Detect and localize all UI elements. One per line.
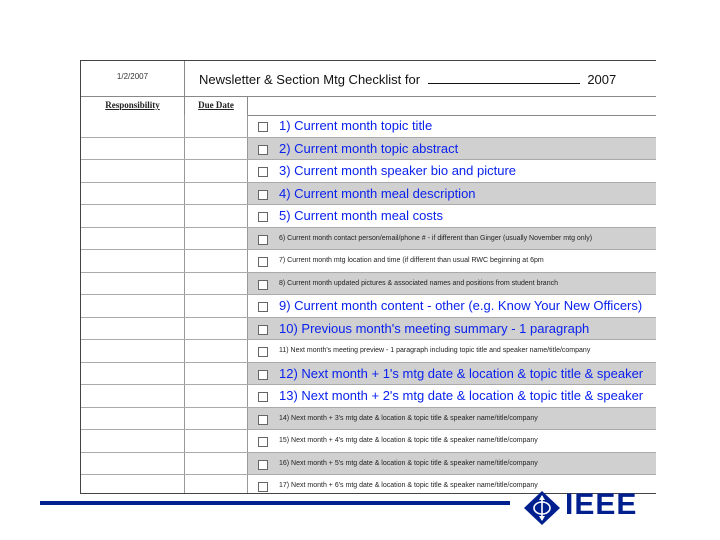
item-label: 12) Next month + 1's mtg date & location & topic title & speaker (279, 365, 644, 381)
responsibility-cell[interactable] (81, 160, 185, 182)
due-date-cell[interactable] (185, 408, 248, 430)
item-checkbox[interactable] (258, 392, 268, 402)
checklist-row (81, 408, 656, 431)
due-date-cell[interactable] (185, 295, 248, 317)
responsibility-cell[interactable] (81, 183, 185, 205)
checklist-row (81, 115, 656, 138)
responsibility-cell[interactable] (81, 318, 185, 340)
checklist-row (81, 273, 656, 296)
item-checkbox[interactable] (258, 302, 268, 312)
responsibility-cell[interactable] (81, 475, 185, 494)
item-checkbox[interactable] (258, 212, 268, 222)
item-label: 16) Next month + 5's mtg date & location & topic title & speaker name/title/company (279, 459, 538, 467)
due-date-cell[interactable] (185, 160, 248, 182)
item-label: 9) Current month content - other (e.g. Know Your New Officers) (279, 298, 643, 314)
title-year: 2007 (587, 72, 617, 87)
due-date-cell[interactable] (185, 363, 248, 385)
item-checkbox[interactable] (258, 347, 268, 357)
due-date-cell[interactable] (185, 183, 248, 205)
item-label: 8) Current month updated pictures & associated names and positions from student branch (279, 279, 558, 287)
checklist-row (81, 430, 656, 453)
responsibility-cell[interactable] (81, 295, 185, 317)
responsibility-cell[interactable] (81, 273, 185, 295)
item-checkbox[interactable] (258, 370, 268, 380)
item-label: 2) Current month topic abstract (279, 140, 459, 156)
item-checkbox[interactable] (258, 437, 268, 447)
item-label: 11) Next month's meeting preview - 1 paragraph including topic title and speaker name/title/company (279, 347, 591, 355)
responsibility-cell[interactable] (81, 385, 185, 407)
item-checkbox[interactable] (258, 415, 268, 425)
due-date-cell[interactable] (185, 250, 248, 272)
due-date-cell[interactable] (185, 205, 248, 227)
item-checkbox[interactable] (258, 280, 268, 290)
responsibility-cell[interactable] (81, 408, 185, 430)
checklist-header (81, 61, 656, 97)
responsibility-cell[interactable] (81, 138, 185, 160)
due-date-cell[interactable] (185, 385, 248, 407)
due-date-cell[interactable] (185, 430, 248, 452)
due-date-header: Due Date (185, 96, 248, 115)
item-checkbox[interactable] (258, 325, 268, 335)
item-label: 17) Next month + 6's mtg date & location & topic title & speaker name/title/company (279, 482, 538, 490)
column-headers (81, 96, 656, 116)
item-checkbox[interactable] (258, 122, 268, 132)
checklist-row (81, 250, 656, 273)
item-label: 5) Current month meal costs (279, 208, 444, 224)
ieee-kite-icon (523, 490, 561, 526)
due-date-cell[interactable] (185, 318, 248, 340)
name-blank (428, 72, 580, 84)
item-checkbox[interactable] (258, 145, 268, 155)
responsibility-cell[interactable] (81, 205, 185, 227)
item-label: 15) Next month + 4's mtg date & location & topic title & speaker name/title/company (279, 437, 538, 445)
checklist-row (81, 138, 656, 161)
item-label: 14) Next month + 3's mtg date & location & topic title & speaker name/title/company (279, 414, 538, 422)
due-date-cell[interactable] (185, 475, 248, 494)
item-checkbox[interactable] (258, 482, 268, 492)
due-date-cell[interactable] (185, 228, 248, 250)
item-label: 7) Current month mtg location and time (if different than usual RWC beginning at 6pm (279, 257, 544, 265)
due-date-cell[interactable] (185, 340, 248, 362)
checklist-row (81, 318, 656, 341)
item-label: 13) Next month + 2's mtg date & location & topic title & speaker (279, 388, 644, 404)
due-date-cell[interactable] (185, 273, 248, 295)
responsibility-cell[interactable] (81, 250, 185, 272)
checklist-sheet (80, 60, 656, 494)
due-date-cell[interactable] (185, 115, 248, 137)
checklist-row (81, 205, 656, 228)
header-date: 1/2/2007 (81, 61, 185, 96)
due-date-cell[interactable] (185, 453, 248, 475)
title-prefix: Newsletter & Section Mtg Checklist for (199, 72, 421, 87)
responsibility-cell[interactable] (81, 115, 185, 137)
checklist-row (81, 340, 656, 363)
responsibility-cell[interactable] (81, 453, 185, 475)
responsibility-cell[interactable] (81, 340, 185, 362)
item-label: 10) Previous month's meeting summary - 1 paragraph (279, 320, 590, 336)
ieee-wordmark: IEEE (565, 488, 638, 521)
item-checkbox[interactable] (258, 190, 268, 200)
responsibility-header: Responsibility (81, 96, 185, 115)
checklist-row (81, 228, 656, 251)
item-label: 4) Current month meal description (279, 185, 476, 201)
ieee-logo (523, 490, 658, 526)
responsibility-cell[interactable] (81, 363, 185, 385)
item-checkbox[interactable] (258, 257, 268, 267)
checklist-row (81, 385, 656, 408)
footer-rule (40, 501, 510, 505)
item-checkbox[interactable] (258, 460, 268, 470)
checklist-row (81, 295, 656, 318)
due-date-cell[interactable] (185, 138, 248, 160)
item-label: 3) Current month speaker bio and picture (279, 163, 517, 179)
item-checkbox[interactable] (258, 235, 268, 245)
item-label: 1) Current month topic title (279, 118, 433, 134)
checklist-row (81, 183, 656, 206)
responsibility-cell[interactable] (81, 228, 185, 250)
responsibility-cell[interactable] (81, 430, 185, 452)
checklist-row (81, 160, 656, 183)
item-checkbox[interactable] (258, 167, 268, 177)
checklist-row (81, 363, 656, 386)
checklist-row (81, 453, 656, 476)
checklist-title (199, 72, 616, 87)
checklist-rows (81, 115, 656, 494)
item-label: 6) Current month contact person/email/phone # - if different than Ginger (usually November mtg only) (279, 234, 593, 242)
